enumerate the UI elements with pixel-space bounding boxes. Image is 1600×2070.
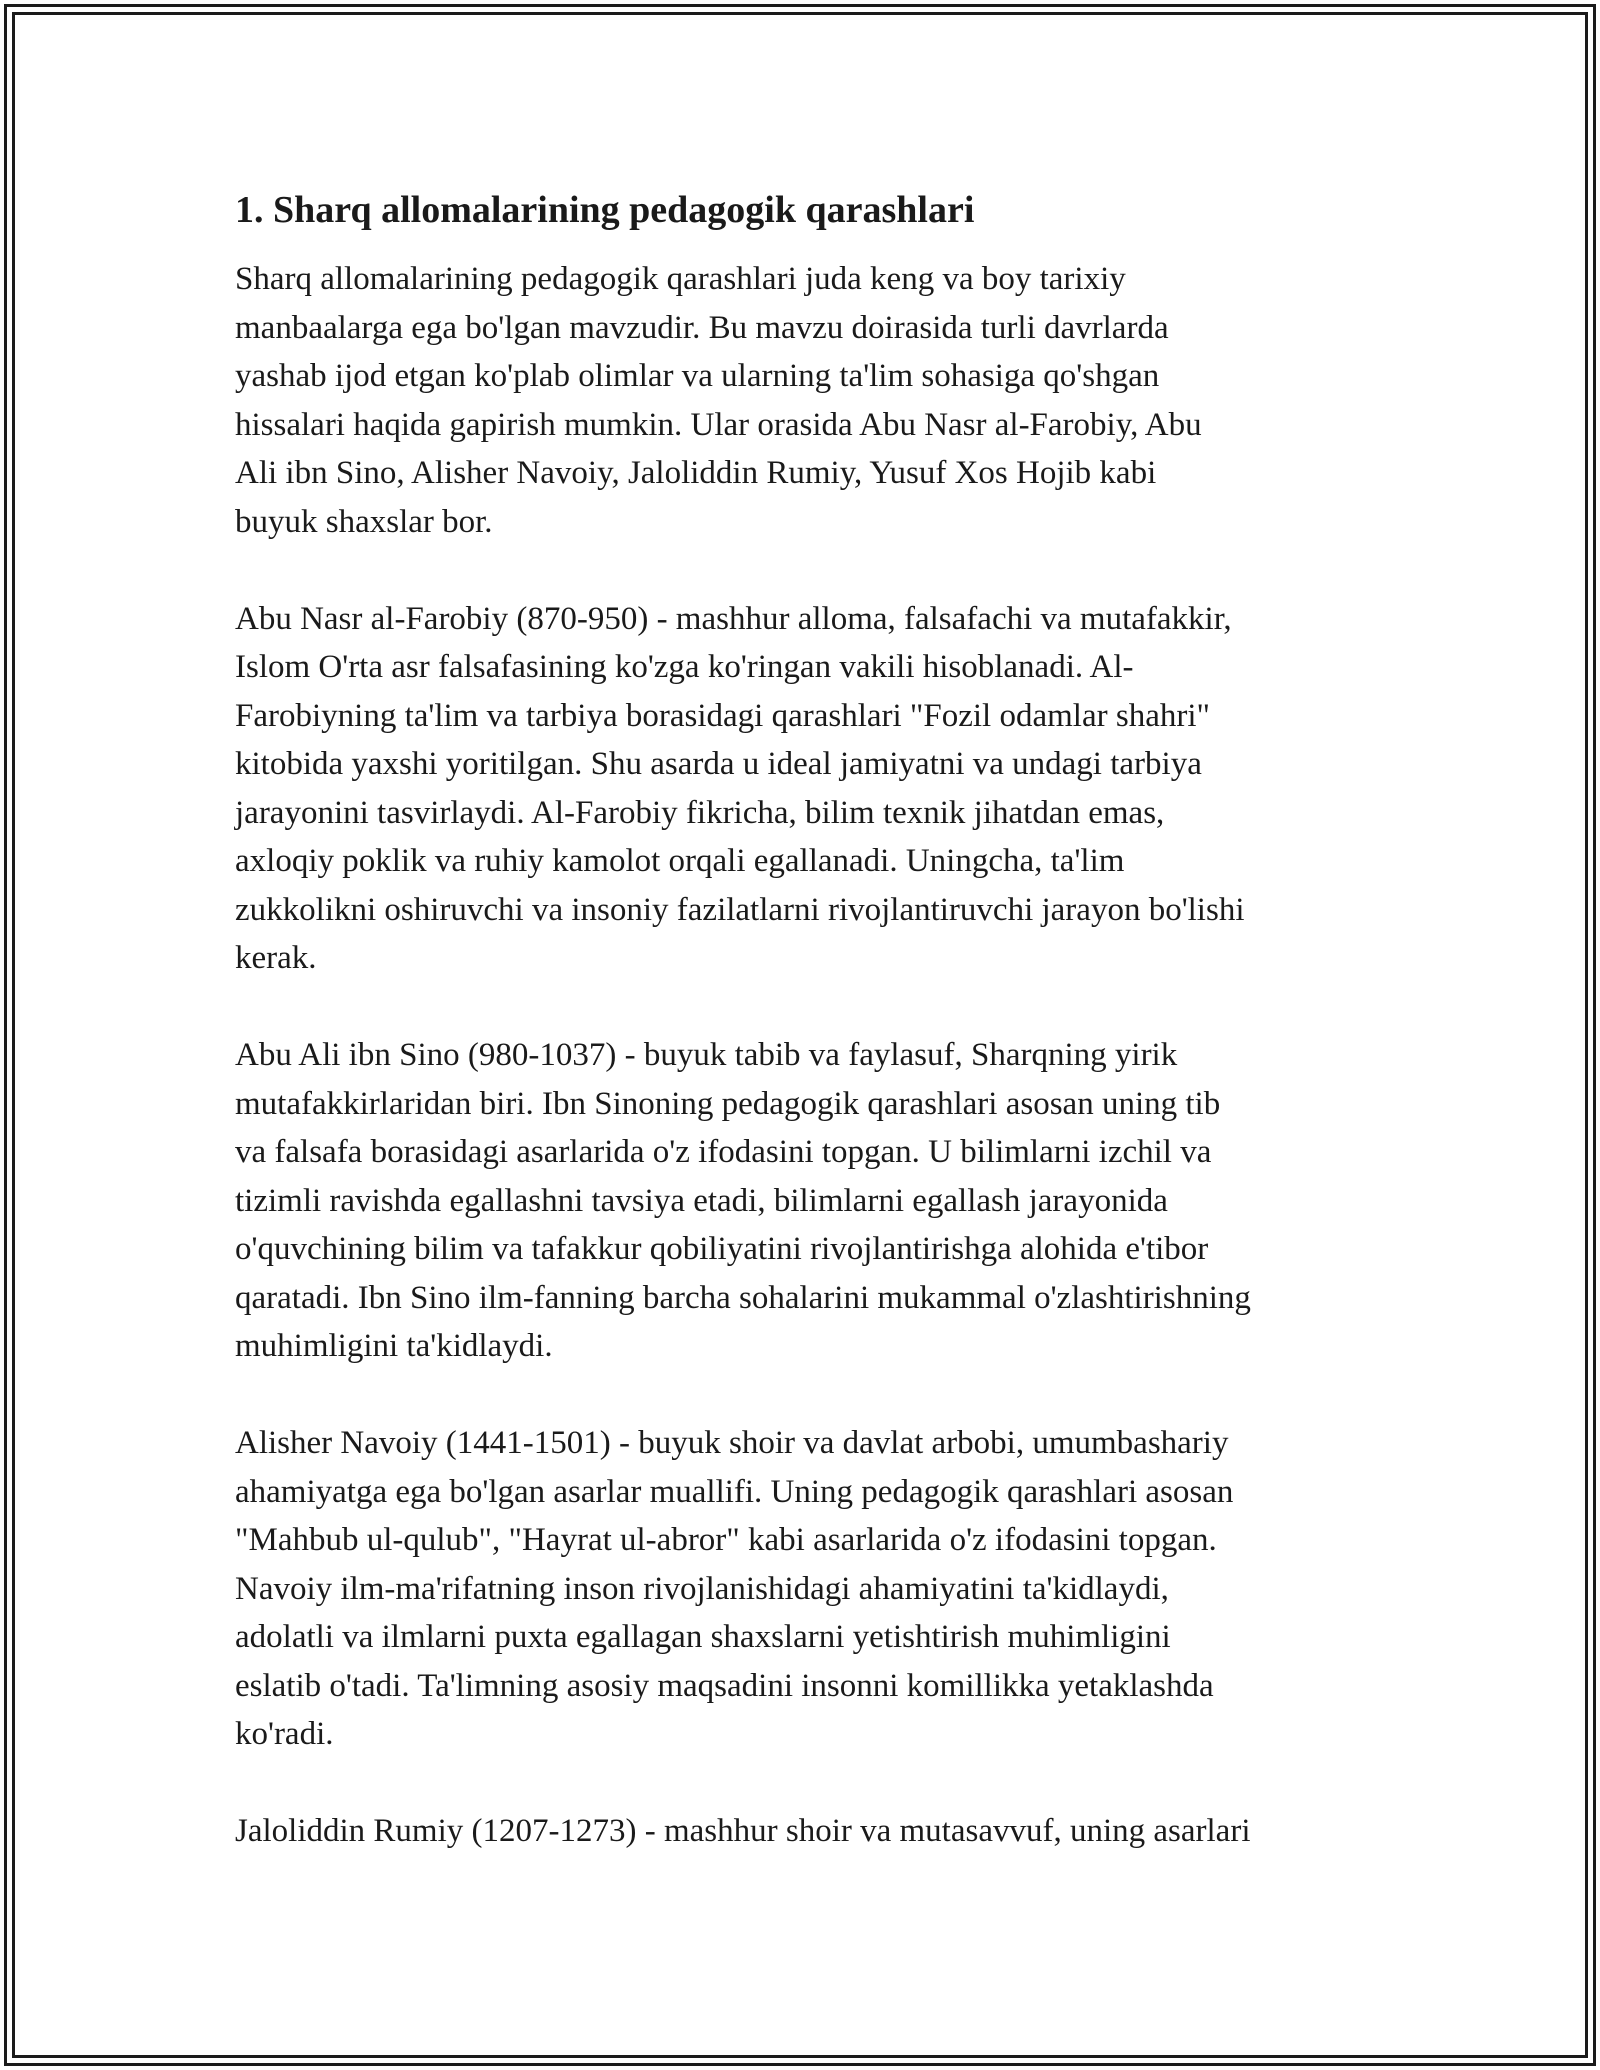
paragraph-rumiy [235, 1807, 1375, 1856]
text-line: yashab ijod etgan ko'plab olimlar va ularning ta'lim sohasiga qo'shgan [235, 358, 1160, 394]
text-line: eslatib o'tadi. Ta'limning asosiy maqsadini insonni komillikka yetaklashda [235, 1667, 1214, 1704]
text-line: Jaloliddin Rumiy (1207-1273) - mashhur shoir va mutasavvuf, uning asarlari [235, 1813, 1251, 1849]
text-line: "Mahbub ul-qulub", "Hayrat ul-abror" kabi asarlarida o'z ifodasini topgan. [235, 1522, 1217, 1558]
text-line: zukkolikni oshiruvchi va insoniy fazilatlarni rivojlantiruvchi jarayon bo'lishi [235, 891, 1245, 928]
text-line: kerak. [235, 940, 317, 976]
text-line: ahamiyatga ega bo'lgan asarlar muallifi. Uning pedagogik qarashlari asosan [235, 1473, 1234, 1510]
text-line: manbaalarga ega bo'lgan mavzudir. Bu mavzu doirasida turli davrlarda [235, 309, 1169, 346]
text-line: Farobiyning ta'lim va tarbiya borasidagi qarashlari "Fozil odamlar shahri" [235, 697, 1210, 734]
text-line: hissalari haqida gapirish mumkin. Ular orasida Abu Nasr al-Farobiy, Abu [235, 406, 1202, 443]
text-line: muhimligini ta'kidlaydi. [235, 1328, 553, 1364]
text-line: jarayonini tasvirlaydi. Al-Farobiy fikricha, bilim texnik jihatdan emas, [235, 794, 1165, 831]
text-line: axloqiy poklik va ruhiy kamolot orqali egallanadi. Uningcha, ta'lim [235, 843, 1125, 879]
paragraph-intro [235, 255, 1375, 546]
text-line: adolatli va ilmlarni puxta egallagan shaxslarni yetishtirish muhimligini [235, 1619, 1171, 1655]
text-line: kitobida yaxshi yoritilgan. Shu asarda u ideal jamiyatni va undagi tarbiya [235, 746, 1202, 782]
text-line: Alisher Navoiy (1441-1501) - buyuk shoir va davlat arbobi, umumbashariy [235, 1425, 1229, 1461]
paragraph-ibn-sino [235, 1031, 1375, 1371]
text-line: Navoiy ilm-ma'rifatning inson rivojlanishidagi ahamiyatini ta'kidlaydi, [235, 1570, 1169, 1607]
text-line: ko'radi. [235, 1716, 334, 1752]
paragraph-navoiy [235, 1419, 1375, 1759]
text-line: o'quvchining bilim va tafakkur qobiliyatini rivojlantirishga alohida e'tibor [235, 1231, 1209, 1267]
text-line: Abu Ali ibn Sino (980-1037) - buyuk tabib va faylasuf, Sharqning yirik [235, 1037, 1178, 1073]
text-line: qaratadi. Ibn Sino ilm-fanning barcha sohalarini mukammal o'zlashtirishning [235, 1279, 1251, 1316]
section-heading: 1. Sharq allomalarining pedagogik qarashlari [235, 189, 975, 231]
document-body [235, 186, 1375, 1904]
text-line: va falsafa borasidagi asarlarida o'z ifodasini topgan. U bilimlarni izchil va [235, 1134, 1212, 1170]
text-line: mutafakkirlaridan biri. Ibn Sinoning pedagogik qarashlari asosan uning tib [235, 1085, 1221, 1122]
text-line: Sharq allomalarining pedagogik qarashlari juda keng va boy tarixiy [235, 261, 1126, 297]
paragraph-farobiy [235, 595, 1375, 983]
text-line: Islom O'rta asr falsafasining ko'zga ko'ringan vakili hisoblanadi. Al- [235, 649, 1134, 685]
text-line: Ali ibn Sino, Alisher Navoiy, Jaloliddin Rumiy, Yusuf Xos Hojib kabi [235, 455, 1157, 491]
text-line: buyuk shaxslar bor. [235, 503, 493, 540]
text-line: tizimli ravishda egallashni tavsiya etadi, bilimlarni egallash jarayonida [235, 1182, 1168, 1219]
text-line: Abu Nasr al-Farobiy (870-950) - mashhur alloma, falsafachi va mutafakkir, [235, 600, 1232, 637]
